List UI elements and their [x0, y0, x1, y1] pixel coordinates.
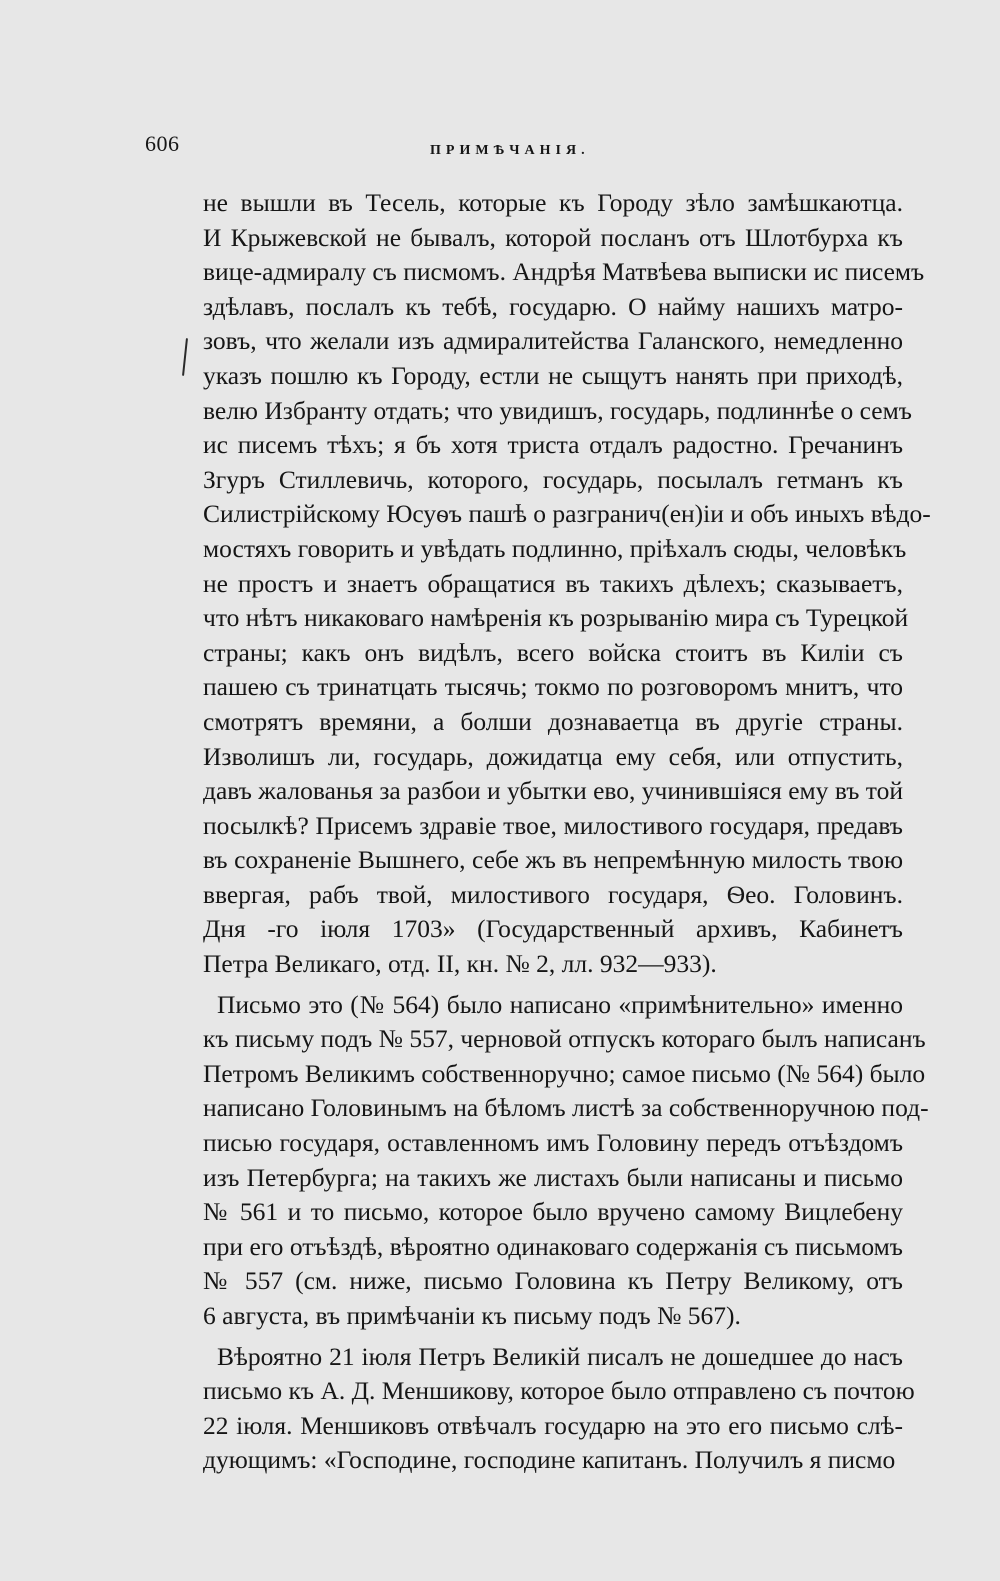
text-line: указъ пошлю къ Городу, естли не сыщутъ нанять при приходѣ, [203, 360, 903, 390]
text-line: Згуръ Стиллевичь, которого, государь, посылалъ гетманъ къ [203, 464, 903, 494]
text-line: 22 іюля. Меншиковъ отвѣчалъ государю на это его письмо слѣ- [203, 1410, 903, 1440]
text-line: письмо къ А. Д. Меншикову, которое было отправлено съ почтою [203, 1376, 915, 1406]
text-line: Дня -го іюля 1703» (Государственный архивъ, Кабинетъ [203, 914, 903, 944]
text-line: № 561 и то письмо, которое было вручено самому Вицлебену [203, 1197, 903, 1227]
text-line: въ сохраненіе Вышнего, себе жъ въ непремѣнную милость твою [203, 845, 903, 875]
text-line: Изволишъ ли, государь, дожидатца ему себя, или отпустить, [203, 741, 903, 771]
page-number: 606 [145, 131, 180, 156]
text-line: мостяхъ говорить и увѣдать подлинно, пріѣхалъ сюды, человѣкъ [203, 533, 907, 563]
text-line: вице-адмиралу съ писмомъ. Андрѣя Матвѣева выписки ис писемъ [203, 257, 925, 287]
text-line: Письмо это (№ 564) было написано «примѣнительно» именно [217, 989, 903, 1019]
text-line: ис писемъ тѣхъ; я бъ хотя триста отдалъ радостно. Гречанинъ [203, 430, 903, 460]
paragraph [203, 1340, 915, 1478]
text-line: не вышли въ Тесель, которые къ Городу зѣло замѣшкаютца. [203, 188, 903, 217]
paragraph [203, 186, 931, 982]
text-line: здѣлавъ, послалъ къ тебѣ, государю. О найму нашихъ матро- [203, 291, 903, 321]
body-text [203, 186, 931, 1478]
text-line: дующимъ: «Господине, господине капитанъ. Получилъ я писмо [203, 1445, 896, 1475]
text-line: при его отъѣздѣ, вѣроятно одинаковаго содержанія съ письмомъ [203, 1231, 903, 1261]
text-line: зовъ, что желали изъ адмиралитейства Галанского, немедленно [203, 326, 903, 356]
text-line: И Крыжевской не бывалъ, которой посланъ отъ Шлотбурха къ [203, 222, 903, 252]
text-line: № 557 (см. ниже, письмо Головина къ Петру Великому, отъ [203, 1266, 903, 1296]
text-line: 6 августа, въ примѣчаніи къ письму подъ № 567). [203, 1301, 741, 1330]
text-line: страны; какъ онъ видѣлъ, всего войска стоитъ въ Киліи съ [203, 637, 903, 667]
text-line: изъ Петербурга; на такихъ же листахъ были написаны и письмо [203, 1162, 903, 1192]
text-line: смотрятъ времяни, а болши дознаваетца въ другіе страны. [203, 706, 903, 736]
text-line: Петра Великаго, отд. II, кн. № 2, лл. 932—933). [203, 949, 717, 979]
text-line: пашею съ тринатцать тысячь; токмо по розговоромъ мнитъ, что [203, 672, 903, 702]
text-line: велю Избранту отдать; что увидишъ, государь, подлиннѣе о семъ [203, 395, 912, 425]
text-line: Силистрійскому Юсуѳъ пашѣ о разгранич(ен)іи и объ иныхъ вѣдо- [203, 499, 931, 529]
text-line: написано Головинымъ на бѣломъ листѣ за собственноручною под- [203, 1093, 929, 1123]
text-line: ввергая, рабъ твой, милостивого государя, Ѳео. Головинъ. [203, 879, 903, 909]
running-head: ПРИМѢЧАНІЯ. [430, 143, 590, 158]
paragraph [203, 988, 929, 1334]
text-line: что нѣтъ никаковаго намѣренія къ розрыванію мира съ Турецкой [203, 603, 909, 633]
margin-pencil-mark [182, 338, 188, 376]
text-line: посылкѣ? Присемъ здравіе твое, милостивого государя, предавъ [203, 810, 903, 840]
text-line: Петромъ Великимъ собственноручно; самое письмо (№ 564) было [203, 1058, 926, 1088]
text-line: не простъ и знаетъ обращатися въ такихъ дѣлехъ; сказываетъ, [203, 568, 903, 598]
text-line: Вѣроятно 21 іюля Петръ Великій писалъ не дошедшее до насъ [217, 1341, 903, 1371]
text-line: къ письму подъ № 557, черновой отпускъ котораго былъ написанъ [203, 1024, 926, 1054]
text-line: писью государя, оставленномъ имъ Головину передъ отъѣздомъ [203, 1128, 903, 1158]
text-line: давъ жалованья за разбои и убытки ево, учинившіяся ему въ той [203, 776, 903, 806]
